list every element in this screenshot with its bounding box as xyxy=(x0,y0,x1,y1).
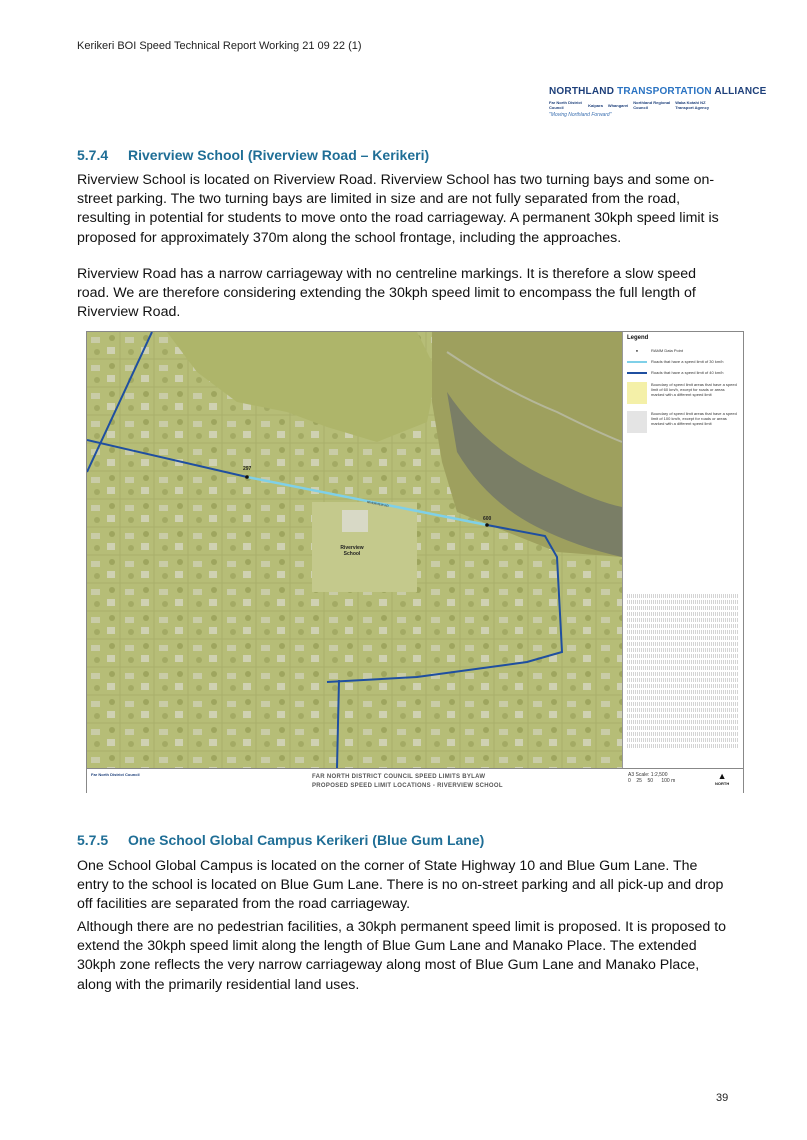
aerial-map xyxy=(87,332,622,768)
paragraph-riverview-2: Riverview Road has a narrow carriageway with no centreline markings. It is therefore a slow speed road. We are therefore considering extending the 30kph speed limit to encompass the full length of Riverview Road. xyxy=(77,266,697,321)
map-legend xyxy=(622,332,743,768)
road-label: RIVERVIEW RD xyxy=(366,499,390,509)
legend-item-60kmh-area: Boundary of speed limit areas that have a speed limit of 60 km/h, except for roads or areas marked with a different speed limit xyxy=(627,382,739,404)
school-label: Riverview School xyxy=(340,545,364,557)
paragraph-oneschool-2: Although there are no pedestrian facilities, a 30kph permanent speed limit is proposed. It is proposed to extend the 30kph speed limit along the length of Blue Gum Lane and Manako Place. The extended 30kph zone reflects the very narrow carriageway along most of Blue Gum Lane and Manako Place, along with the primarily residential land uses. xyxy=(77,919,727,993)
area-swatch-icon xyxy=(627,382,647,404)
nta-logo xyxy=(549,86,767,122)
ramm-point-end xyxy=(485,523,489,527)
legend-item-100kmh-area: Boundary of speed limit areas that have a speed limit of 100 km/h, except for roads or areas marked with a different speed limit xyxy=(627,411,739,433)
legend-title: Legend xyxy=(627,335,649,341)
map-scale: A3 Scale: 1:2,500 0 25 50 100 m xyxy=(628,772,676,784)
paragraph-oneschool-1: One School Global Campus is located on the corner of State Highway 10 and Blue Gum Lane. The entry to the school is located on Blue Gum Lane. There is no on-street parking and all pick-up and drop off facilities are separated from the road carriageway. xyxy=(77,858,724,913)
legend-item-40kmh: Roads that have a speed limit of 40 km/h xyxy=(627,370,739,375)
scale-bar: 0 25 50 100 m xyxy=(628,778,676,784)
line-swatch-icon xyxy=(627,372,647,374)
north-arrow-icon: ▲ xyxy=(717,771,727,781)
section-heading-5-7-4 xyxy=(77,147,429,163)
legend-notes xyxy=(627,594,739,750)
logo-wordmark: NORTHLAND TRANSPORTATION ALLIANCE xyxy=(549,86,767,97)
ramm-point-start xyxy=(245,475,249,479)
document-header: Kerikeri BOI Speed Technical Report Working 21 09 22 (1) xyxy=(77,40,362,52)
paragraph-riverview-1: Riverview School is located on Riverview Road. Riverview School has two turning bays and some on-street parking. The two turning bays are limited in size and are not fully separated from the road, resulting in potential for students to move onto the road carriageway. A permanent 30kph speed limit is proposed for approximately 370m along the school frontage, including the approaches. xyxy=(77,172,719,246)
map-title-block xyxy=(87,768,743,793)
north-arrow: ▲ NORTH xyxy=(715,771,730,786)
rp-end-label: 600 xyxy=(483,516,492,522)
section-title: One School Global Campus Kerikeri (Blue Gum Lane) xyxy=(128,832,485,848)
page-number: 39 xyxy=(716,1092,729,1104)
section-heading-5-7-5 xyxy=(77,832,484,848)
rp-start-label: 297 xyxy=(243,466,252,472)
map-title: FAR NORTH DISTRICT COUNCIL SPEED LIMITS BYLAW PROPOSED SPEED LIMIT LOCATIONS - RIVERVIEW SCHOOL xyxy=(312,774,503,789)
speed-limit-map xyxy=(86,331,744,793)
line-swatch-icon xyxy=(627,361,647,363)
section-number: 5.7.5 xyxy=(77,832,109,848)
school-building xyxy=(342,510,368,532)
legend-item-ramm: ● RAMM Data Point xyxy=(627,348,739,353)
logo-tagline: "Moving Northland Forward" xyxy=(549,112,612,118)
section-number: 5.7.4 xyxy=(77,147,109,163)
fndc-logo: Far North District Council xyxy=(91,772,140,777)
section-title: Riverview School (Riverview Road – Kerikeri) xyxy=(128,147,430,163)
logo-partners: Far North District Council Kaipara Whangarei Northland Regional Council Waka Kotahi NZ Transport Agency xyxy=(549,100,710,110)
area-swatch-icon xyxy=(627,411,647,433)
legend-item-30kmh: Roads that have a speed limit of 30 km/h xyxy=(627,359,739,364)
dot-icon: ● xyxy=(635,348,639,354)
